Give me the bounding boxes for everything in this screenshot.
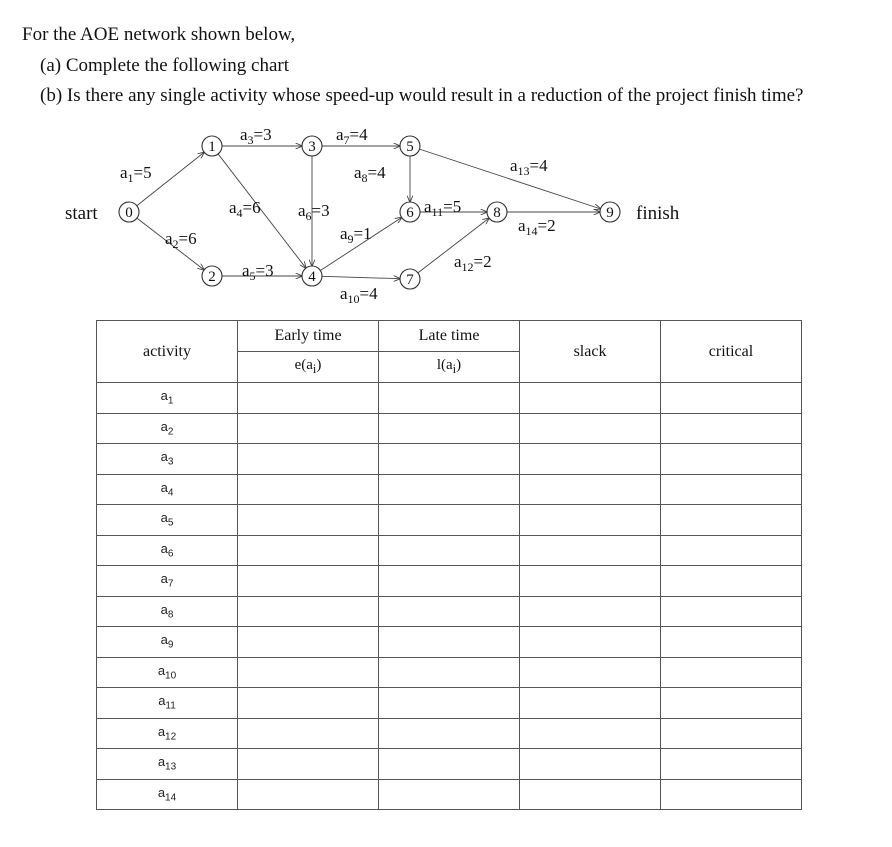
edge-label-a1: $a_1=5$: [120, 163, 152, 185]
table-row: [97, 627, 802, 658]
table-row: [97, 779, 802, 810]
node-label: 6: [406, 205, 414, 221]
edge-label-a11: $a_{11}=5$: [424, 197, 462, 219]
critical-cell[interactable]: [661, 627, 802, 658]
early-cell[interactable]: [238, 596, 379, 627]
edge-label-a14: $a_{14}=2$: [518, 216, 556, 238]
node-label: 2: [208, 269, 216, 285]
table-row: [97, 413, 802, 444]
late-cell[interactable]: [379, 413, 520, 444]
header-critical: critical: [661, 321, 802, 383]
early-cell[interactable]: [238, 566, 379, 597]
header-late-time: Late time: [379, 321, 520, 352]
edge-label-a3: $a_3=3$: [240, 125, 272, 147]
late-cell[interactable]: [379, 749, 520, 780]
late-cell[interactable]: [379, 383, 520, 414]
late-cell[interactable]: [379, 718, 520, 749]
slack-cell[interactable]: [520, 779, 661, 810]
node-0: [119, 202, 139, 222]
late-cell[interactable]: [379, 535, 520, 566]
early-cell[interactable]: [238, 383, 379, 414]
early-cell[interactable]: [238, 779, 379, 810]
question-part-a: (a) Complete the following chart: [40, 55, 290, 76]
node-8: [487, 202, 507, 222]
early-cell[interactable]: [238, 505, 379, 536]
edge-label-a8: $a_8=4$: [354, 163, 386, 185]
table-row: [97, 566, 802, 597]
node-label: 4: [308, 269, 316, 285]
critical-cell[interactable]: [661, 688, 802, 719]
question-intro: For the AOE network shown below,: [22, 24, 296, 45]
activity-cell: $a_6$: [97, 535, 238, 566]
table-row: [97, 718, 802, 749]
edge-label-a10: $a_{10}=4$: [340, 284, 378, 306]
aoe-network-diagram: [0, 0, 892, 310]
activity-cell: $a_9$: [97, 627, 238, 658]
activity-cell: $a_4$: [97, 474, 238, 505]
edge-a10: [322, 276, 400, 278]
activity-cell: $a_{11}$: [97, 688, 238, 719]
early-cell[interactable]: [238, 749, 379, 780]
node-label: 0: [125, 205, 133, 221]
slack-cell[interactable]: [520, 657, 661, 688]
early-cell[interactable]: [238, 657, 379, 688]
critical-cell[interactable]: [661, 779, 802, 810]
critical-cell[interactable]: [661, 657, 802, 688]
table-row: [97, 535, 802, 566]
slack-cell[interactable]: [520, 444, 661, 475]
node-label: 1: [208, 139, 216, 155]
early-cell[interactable]: [238, 535, 379, 566]
critical-cell[interactable]: [661, 718, 802, 749]
slack-cell[interactable]: [520, 535, 661, 566]
activity-cell: $a_2$: [97, 413, 238, 444]
node-label: 9: [606, 205, 614, 221]
activity-cell: $a_8$: [97, 596, 238, 627]
slack-cell[interactable]: [520, 505, 661, 536]
question-part-b: (b) Is there any single activity whose speed-up would result in a reduction of the project finish time?: [40, 85, 804, 106]
early-cell[interactable]: [238, 413, 379, 444]
late-cell[interactable]: [379, 596, 520, 627]
slack-cell[interactable]: [520, 413, 661, 444]
table-row: [97, 688, 802, 719]
header-activity: activity: [97, 321, 238, 383]
slack-cell[interactable]: [520, 688, 661, 719]
activity-cell: $a_7$: [97, 566, 238, 597]
early-cell[interactable]: [238, 474, 379, 505]
edge-label-a5: $a_5=3$: [242, 261, 274, 283]
slack-cell[interactable]: [520, 596, 661, 627]
table-row: [97, 505, 802, 536]
late-cell[interactable]: [379, 779, 520, 810]
header-slack: slack: [520, 321, 661, 383]
critical-cell[interactable]: [661, 444, 802, 475]
slack-cell[interactable]: [520, 749, 661, 780]
node-5: [400, 136, 420, 156]
early-cell[interactable]: [238, 688, 379, 719]
early-cell[interactable]: [238, 718, 379, 749]
critical-cell[interactable]: [661, 749, 802, 780]
critical-cell[interactable]: [661, 505, 802, 536]
edge-label-a13: $a_{13}=4$: [510, 156, 548, 178]
activity-cell: $a_3$: [97, 444, 238, 475]
activity-cell: $a_{14}$: [97, 779, 238, 810]
node-label: 5: [406, 139, 414, 155]
edge-label-a12: $a_{12}=2$: [454, 252, 492, 274]
slack-cell[interactable]: [520, 383, 661, 414]
critical-cell[interactable]: [661, 474, 802, 505]
slack-cell[interactable]: [520, 718, 661, 749]
late-cell[interactable]: [379, 505, 520, 536]
node-9: [600, 202, 620, 222]
edge-label-a6: $a_6=3$: [298, 201, 330, 223]
table-row: [97, 749, 802, 780]
activity-cell: $a_{13}$: [97, 749, 238, 780]
critical-cell[interactable]: [661, 413, 802, 444]
table-row: [97, 657, 802, 688]
node-4: [302, 266, 322, 286]
critical-cell[interactable]: [661, 596, 802, 627]
activity-cell: $a_5$: [97, 505, 238, 536]
header-early-time-symbol: $e(a_i)$: [238, 352, 379, 383]
header-early-time: Early time: [238, 321, 379, 352]
table-row: [97, 596, 802, 627]
late-cell[interactable]: [379, 657, 520, 688]
late-cell[interactable]: [379, 627, 520, 658]
node-3: [302, 136, 322, 156]
activity-cell: $a_{10}$: [97, 657, 238, 688]
late-cell[interactable]: [379, 688, 520, 719]
start-label: start: [65, 203, 98, 224]
activity-cell: $a_{12}$: [97, 718, 238, 749]
early-cell[interactable]: [238, 444, 379, 475]
edge-label-a7: $a_7=4$: [336, 125, 368, 147]
edge-label-a2: $a_2=6$: [165, 229, 197, 251]
late-cell[interactable]: [379, 566, 520, 597]
table-row: [97, 474, 802, 505]
schedule-table: [96, 320, 802, 810]
table-row: [97, 383, 802, 414]
edge-label-a9: $a_9=1$: [340, 224, 372, 246]
table-row: [97, 444, 802, 475]
early-cell[interactable]: [238, 627, 379, 658]
late-cell[interactable]: [379, 474, 520, 505]
slack-cell[interactable]: [520, 566, 661, 597]
node-1: [202, 136, 222, 156]
node-7: [400, 269, 420, 289]
node-2: [202, 266, 222, 286]
edge-label-a4: $a_4=6$: [229, 198, 261, 220]
critical-cell[interactable]: [661, 535, 802, 566]
critical-cell[interactable]: [661, 566, 802, 597]
slack-cell[interactable]: [520, 627, 661, 658]
critical-cell[interactable]: [661, 383, 802, 414]
late-cell[interactable]: [379, 444, 520, 475]
header-late-time-symbol: $l(a_i)$: [379, 352, 520, 383]
node-label: 8: [493, 205, 501, 221]
finish-label: finish: [636, 203, 680, 224]
activity-cell: $a_1$: [97, 383, 238, 414]
node-label: 7: [406, 272, 414, 288]
node-6: [400, 202, 420, 222]
node-label: 3: [308, 139, 316, 155]
slack-cell[interactable]: [520, 474, 661, 505]
